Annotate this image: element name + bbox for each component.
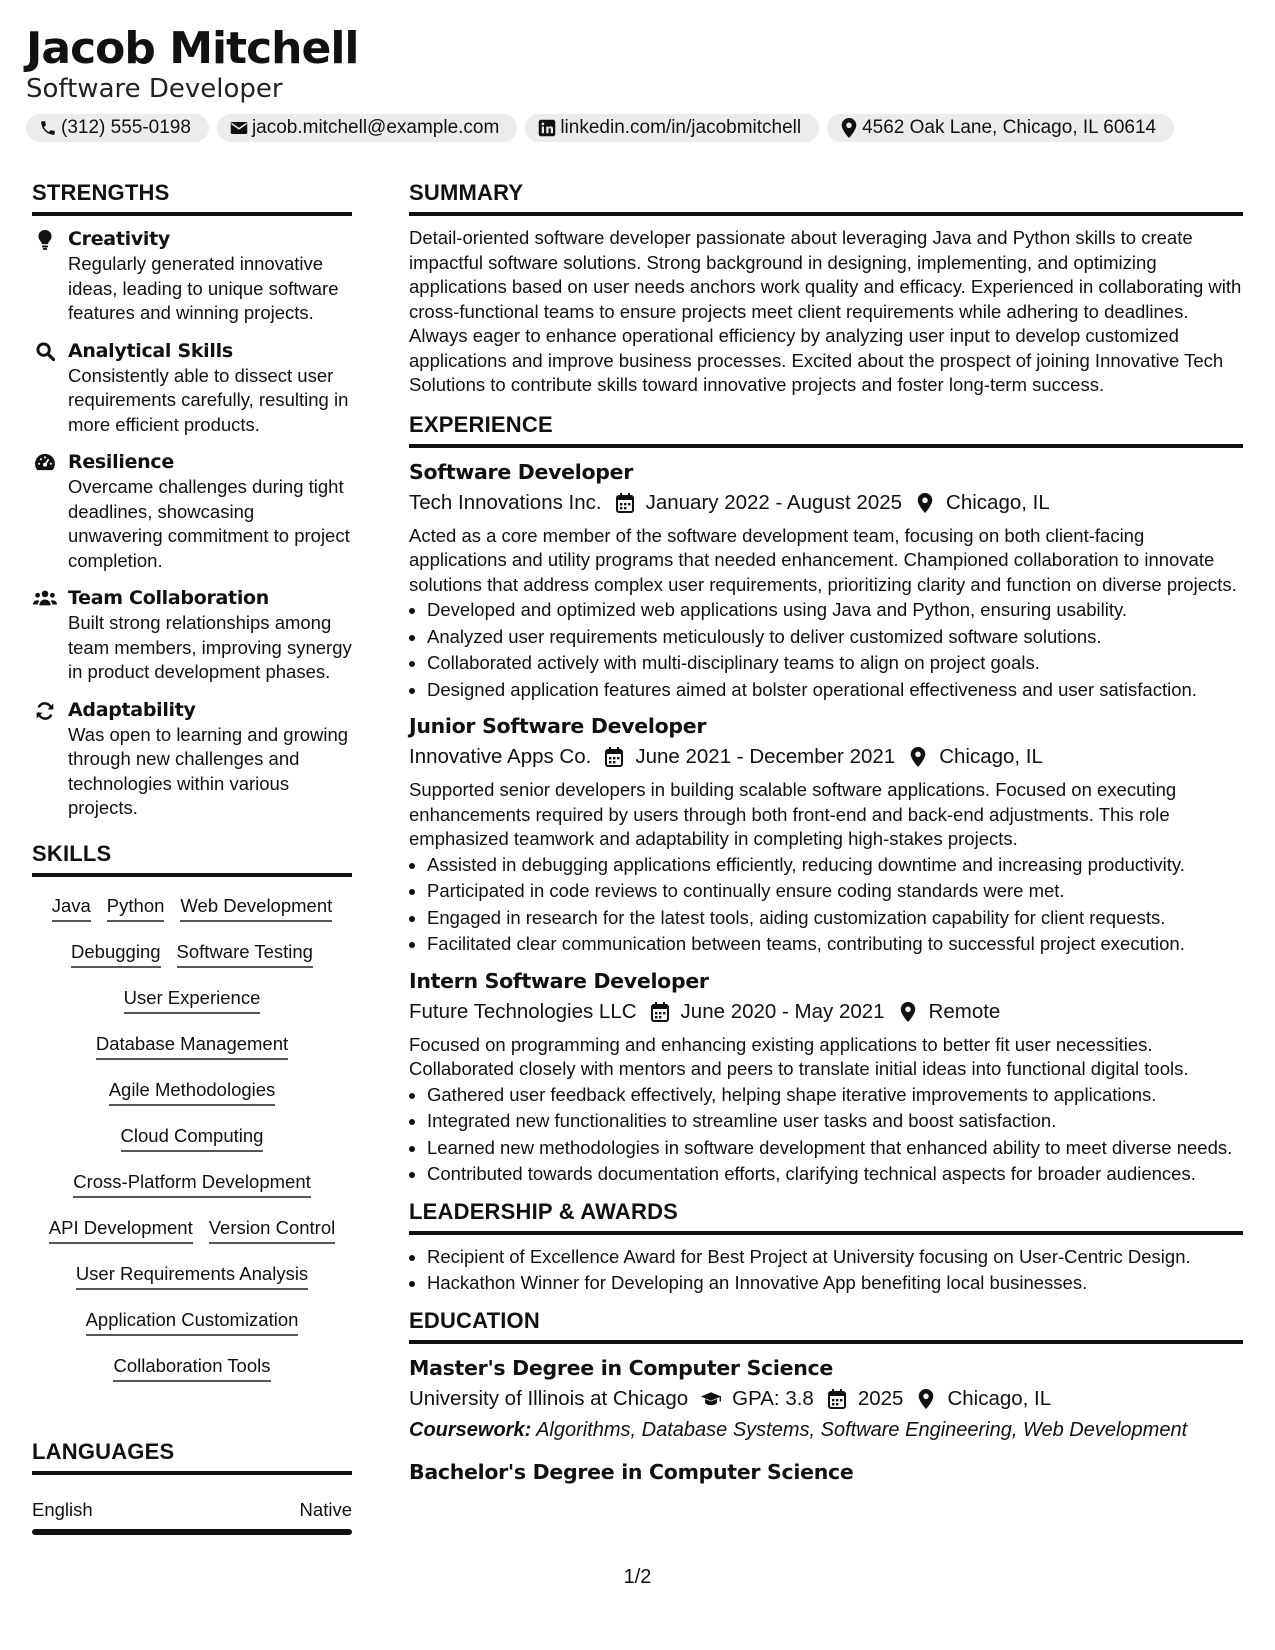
contact-email[interactable] bbox=[217, 114, 517, 142]
skill-tag: Cloud Computing bbox=[121, 1123, 264, 1152]
linkedin-icon bbox=[537, 118, 557, 138]
job-bullet: • Assisted in debugging applications efficiently, reducing downtime and increasing productivity. bbox=[427, 853, 1243, 878]
contact-phone-text: (312) 555-0198 bbox=[61, 117, 191, 138]
job-bullet: • Learned new methodologies in software development that enhanced ability to meet diverse needs. bbox=[427, 1136, 1243, 1161]
education-location: Chicago, IL bbox=[947, 1386, 1052, 1410]
contact-address-text: 4562 Oak Lane, Chicago, IL 60614 bbox=[862, 117, 1157, 138]
job-bullet: • Contributed towards documentation efforts, clarifying technical aspects for broader audiences. bbox=[427, 1162, 1243, 1187]
skill-tag: Agile Methodologies bbox=[109, 1077, 276, 1106]
strength-title: Analytical Skills bbox=[68, 339, 233, 362]
skill-tag: Web Development bbox=[180, 893, 332, 922]
strength-item bbox=[32, 226, 352, 326]
summary-text: Detail-oriented software developer passionate about leveraging Java and Python skills to create impactful software solutions. Strong background in designing, implementing, and optimizing applications based on user needs anchors work quality and efficacy. Experienced in collaborating with cross-functional teams to ensure projects meet client requirements while adhering to deadlines. Always eager to enhance operational efficiency by analyzing user input to develop customized applications and improve business processes. Excited about the prospect of joining Innovative Tech Solutions to contribute skills toward innovative projects and foster long-term success. bbox=[409, 227, 1242, 395]
job-meta bbox=[409, 742, 1243, 772]
job-bullet: • Integrated new functionalities to streamline user tasks and boost satisfaction. bbox=[427, 1109, 1243, 1134]
school-name: University of Illinois at Chicago bbox=[409, 1386, 689, 1410]
summary-heading: SUMMARY bbox=[409, 178, 1243, 216]
job-bullets bbox=[409, 1083, 1243, 1187]
candidate-name: Jacob Mitchell bbox=[26, 23, 359, 74]
education-heading: EDUCATION bbox=[409, 1306, 1243, 1344]
award-item: • Recipient of Excellence Award for Best Project at University focusing on User-Centric Design. bbox=[427, 1245, 1243, 1270]
skill-tag: Software Testing bbox=[177, 939, 313, 968]
education-entry bbox=[409, 1458, 1243, 1486]
job-description: Focused on programming and enhancing existing applications to better fit user necessities. Collaborated closely with mentors and peers to translate initial ideas into functional digital tools. bbox=[409, 1033, 1189, 1079]
language-level: Native bbox=[299, 1498, 352, 1520]
job-bullet: • Engaged in research for the latest tools, aiding customization capability for client requests. bbox=[427, 906, 1243, 931]
job-entry bbox=[409, 458, 1243, 703]
job-bullet: • Facilitated clear communication between teams, contributing to successful project execution. bbox=[427, 932, 1243, 957]
job-company: Future Technologies LLC bbox=[409, 999, 637, 1023]
candidate-title: Software Developer bbox=[26, 74, 283, 104]
strength-title: Team Collaboration bbox=[68, 587, 270, 609]
contact-phone[interactable] bbox=[26, 114, 209, 142]
awards-list bbox=[409, 1245, 1243, 1296]
map-pin-icon bbox=[907, 746, 929, 768]
language-name: English bbox=[32, 1498, 93, 1520]
job-location: Chicago, IL bbox=[939, 745, 1043, 768]
skill-tag: Application Customization bbox=[86, 1307, 299, 1336]
skills-section bbox=[32, 839, 352, 1399]
skill-tag: Database Management bbox=[96, 1031, 288, 1060]
experience-heading: EXPERIENCE bbox=[409, 410, 1243, 448]
education-year: 2025 bbox=[857, 1386, 904, 1410]
job-dates: January 2022 - August 2025 bbox=[645, 490, 903, 514]
summary-section bbox=[409, 178, 1243, 398]
job-bullets bbox=[409, 598, 1243, 702]
contact-email-text: jacob.mitchell@example.com bbox=[251, 117, 500, 138]
coursework bbox=[409, 1416, 1243, 1444]
job-bullet: • Collaborated actively with multi-disciplinary teams to align on project goals. bbox=[427, 651, 1243, 676]
skill-tag: Debugging bbox=[71, 939, 161, 968]
job-bullet: • Developed and optimized web applications using Java and Python, ensuring usability. bbox=[427, 598, 1243, 623]
gauge-icon bbox=[32, 449, 58, 573]
job-entry bbox=[409, 712, 1243, 957]
strength-item bbox=[32, 338, 352, 438]
language-proficiency-bar bbox=[32, 1529, 352, 1535]
job-meta bbox=[409, 997, 1243, 1027]
job-company: Tech Innovations Inc. bbox=[409, 490, 602, 514]
skills-list bbox=[32, 887, 352, 1399]
strength-item bbox=[32, 585, 352, 685]
job-title: Intern Software Developer bbox=[409, 968, 709, 993]
contact-bar bbox=[26, 114, 1174, 142]
contact-linkedin-text: linkedin.com/in/jacobmitchell bbox=[560, 117, 802, 138]
job-location: Remote bbox=[928, 999, 1001, 1023]
job-bullet: • Designed application features aimed at bolster operational effectiveness and user satisfaction. bbox=[427, 678, 1243, 703]
map-pin-icon bbox=[914, 492, 936, 514]
users-icon bbox=[32, 585, 58, 685]
job-dates: June 2020 - May 2021 bbox=[680, 999, 885, 1023]
languages-heading: LANGUAGES bbox=[32, 1437, 352, 1475]
strengths-section bbox=[32, 178, 352, 821]
degree-title: Bachelor's Degree in Computer Science bbox=[409, 1459, 854, 1484]
contact-address[interactable] bbox=[827, 114, 1174, 142]
skill-tag: Python bbox=[107, 893, 165, 922]
job-company: Innovative Apps Co. bbox=[409, 745, 592, 768]
strength-desc: Was open to learning and growing through new challenges and technologies within various projects. bbox=[68, 723, 349, 818]
skill-tag: Version Control bbox=[209, 1215, 335, 1244]
skill-tag: Java bbox=[52, 893, 91, 922]
language-row bbox=[32, 1485, 352, 1529]
page-number: 1/2 bbox=[623, 1566, 652, 1588]
right-column bbox=[409, 178, 1243, 1486]
skill-tag: Cross-Platform Development bbox=[73, 1169, 311, 1198]
awards-section bbox=[409, 1197, 1243, 1296]
sync-icon bbox=[32, 697, 58, 821]
strength-desc: Overcame challenges during tight deadlines, showcasing unwavering commitment to project completion. bbox=[68, 476, 350, 571]
job-bullet: • Gathered user feedback effectively, helping shape iterative improvements to applications. bbox=[427, 1083, 1243, 1108]
job-bullet: • Participated in code reviews to continually ensure coding standards were met. bbox=[427, 879, 1243, 904]
contact-linkedin[interactable] bbox=[525, 114, 819, 142]
skill-tag: Collaboration Tools bbox=[113, 1353, 270, 1382]
coursework-label: Coursework: bbox=[409, 1418, 532, 1441]
map-pin-icon bbox=[915, 1388, 937, 1410]
lightbulb-icon bbox=[32, 226, 58, 326]
coursework-list: Algorithms, Database Systems, Software Engineering, Web Development bbox=[536, 1418, 1188, 1441]
graduation-cap-icon bbox=[700, 1388, 722, 1410]
award-item: • Hackathon Winner for Developing an Innovative App benefiting local businesses. bbox=[427, 1271, 1243, 1296]
calendar-icon bbox=[826, 1388, 848, 1410]
strength-desc: Regularly generated innovative ideas, leading to unique software features and winning projects. bbox=[68, 253, 339, 323]
education-meta bbox=[409, 1384, 1243, 1414]
job-location: Chicago, IL bbox=[946, 490, 1050, 514]
skill-tag: User Requirements Analysis bbox=[76, 1261, 308, 1290]
calendar-icon bbox=[649, 1001, 671, 1023]
job-description: Supported senior developers in building scalable software applications. Focused on executing enhancements required by users through both front-end and back-end adjustments. This role emphasized teamwork and adaptability in completing high-stakes projects. bbox=[409, 779, 1177, 849]
strength-item bbox=[32, 449, 352, 573]
strength-item bbox=[32, 697, 352, 821]
calendar-icon bbox=[614, 492, 636, 514]
education-section bbox=[409, 1306, 1243, 1486]
degree-title: Master's Degree in Computer Science bbox=[409, 1355, 833, 1380]
job-meta bbox=[409, 488, 1243, 518]
job-title: Junior Software Developer bbox=[409, 714, 707, 738]
strength-desc: Built strong relationships among team members, improving synergy in product development phases. bbox=[68, 612, 352, 682]
skill-tag: API Development bbox=[49, 1215, 193, 1244]
strength-title: Adaptability bbox=[68, 698, 196, 721]
strengths-heading: STRENGTHS bbox=[32, 178, 352, 216]
left-column bbox=[32, 178, 352, 1535]
strength-title: Resilience bbox=[68, 451, 174, 473]
job-bullet: • Analyzed user requirements meticulously to deliver customized software solutions. bbox=[427, 625, 1243, 650]
job-description: Acted as a core member of the software development team, focusing on both client-facing applications and utility programs that needed enhancement. Championed collaboration to innovate solutions that address complex user requirements, prioritizing clarity and function on diverse projects. bbox=[409, 524, 1237, 595]
job-dates: June 2021 - December 2021 bbox=[635, 745, 896, 768]
job-entry bbox=[409, 967, 1243, 1187]
job-title: Software Developer bbox=[409, 459, 634, 484]
awards-heading: LEADERSHIP & AWARDS bbox=[409, 1197, 1243, 1235]
experience-section bbox=[409, 410, 1243, 1187]
languages-section bbox=[32, 1437, 352, 1535]
map-pin-icon bbox=[897, 1001, 919, 1023]
skills-heading: SKILLS bbox=[32, 839, 352, 877]
strength-title: Creativity bbox=[68, 228, 170, 250]
job-bullets bbox=[409, 853, 1243, 957]
strength-desc: Consistently able to dissect user requirements carefully, resulting in more efficient products. bbox=[68, 364, 349, 435]
education-gpa: GPA: 3.8 bbox=[732, 1386, 814, 1410]
search-icon bbox=[32, 338, 58, 438]
phone-icon bbox=[38, 118, 58, 138]
skill-tag: User Experience bbox=[124, 985, 261, 1014]
map-pin-icon bbox=[839, 118, 859, 138]
calendar-icon bbox=[603, 746, 625, 768]
education-entry bbox=[409, 1354, 1243, 1444]
envelope-icon bbox=[229, 118, 249, 138]
